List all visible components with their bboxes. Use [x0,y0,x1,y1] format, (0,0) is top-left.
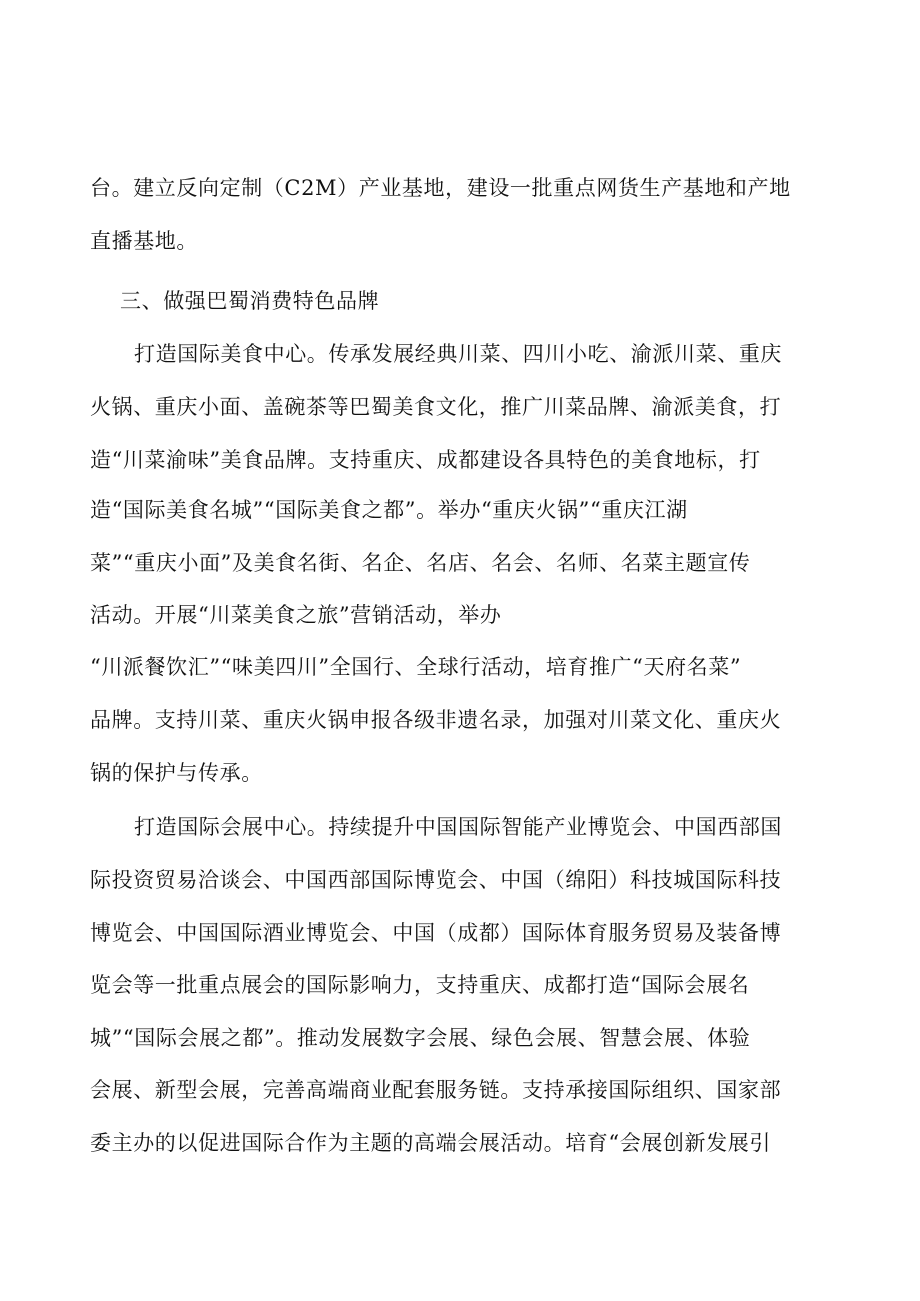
text-line: 城”“国际会展之都”。推动发展数字会展、绿色会展、智慧会展、体验 [90,1026,751,1050]
text-line: 览会等一批重点展会的国际影响力，支持重庆、成都打造“国际会展名 [90,973,750,997]
text-line: 造“国际美食名城”“国际美食之都”。举办“重庆火锅”“重庆江湖 [90,498,688,522]
text-line: 菜”“重庆小面”及美食名街、名企、名店、名会、名师、名菜主题宣传 [90,551,751,575]
text-line: 博览会、中国国际酒业博览会、中国（成都）国际体育服务贸易及装备博 [90,921,782,945]
section-heading: 三、做强巴蜀消费特色品牌 [120,289,380,313]
paragraph-first-line: 打造国际美食中心。传承发展经典川菜、四川小吃、渝派川菜、重庆 [134,342,782,366]
paragraph-first-line: 打造国际会展中心。持续提升中国国际智能产业博览会、中国西部国 [134,815,782,839]
text-line: 委主办的以促进国际合作为主题的高端会展活动。培育“会展创新发展引 [90,1131,771,1155]
text-line: 际投资贸易洽谈会、中国西部国际博览会、中国（绵阳）科技城国际科技 [90,868,782,892]
text-line: 锅的保护与传承。 [90,761,263,785]
text-line: 火锅、重庆小面、盖碗茶等巴蜀美食文化，推广川菜品牌、渝派美食，打 [90,395,782,419]
text-line: 品牌。支持川菜、重庆火锅申报各级非遗名录，加强对川菜文化、重庆火 [90,708,782,732]
text-line: “川派餐饮汇”“味美四川”全国行、全球行活动，培育推广“天府名菜” [90,655,742,679]
text-line: 直播基地。 [90,229,198,253]
text-line: 活动。开展“川菜美食之旅”营销活动，举办 [90,603,502,627]
text-line: 台。建立反向定制（C2M）产业基地，建设一批重点网货生产基地和产地 [90,176,791,200]
text-line: 会展、新型会展，完善高端商业配套服务链。支持承接国际组织、国家部 [90,1078,782,1102]
text-line: 造“川菜渝味”美食品牌。支持重庆、成都建设各具特色的美食地标，打 [90,448,761,472]
